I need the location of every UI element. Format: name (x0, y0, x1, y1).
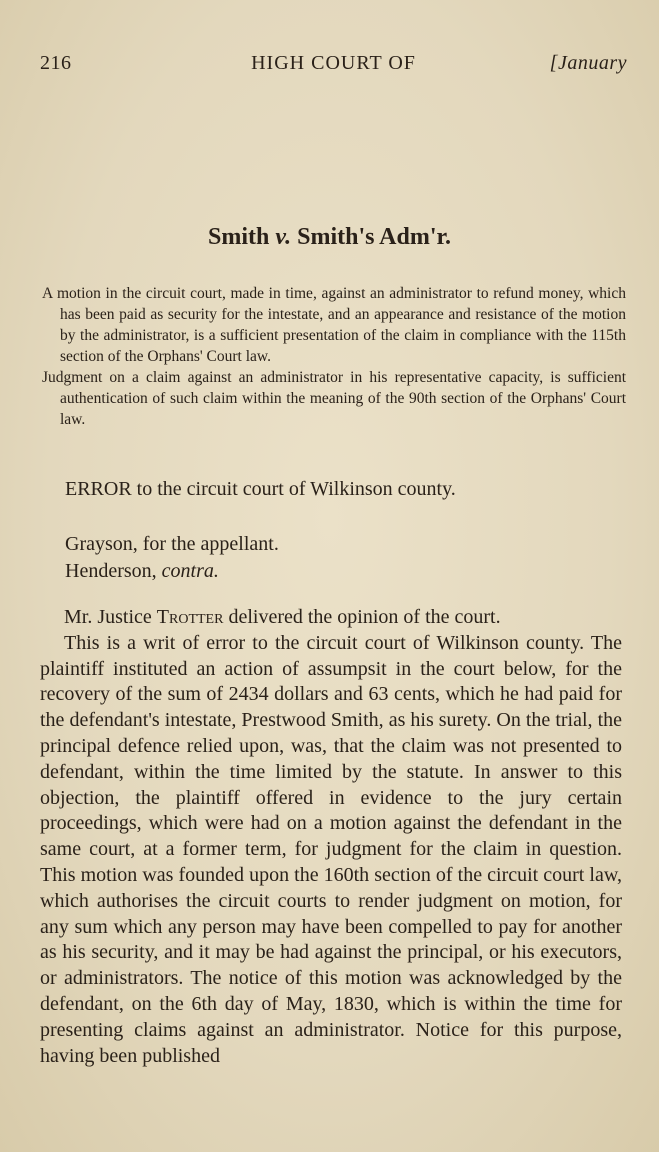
headnotes (42, 283, 626, 430)
case-versus: v. (275, 224, 292, 250)
case-title (0, 224, 659, 251)
justice-name: Trotter (156, 606, 224, 628)
opinion (40, 605, 622, 1069)
headnote-2: Judgment on a claim against an administrator in his representative capacity, is sufficient authentication of such claim within the meaning of the 90th section of the Orphans' Court law. (42, 369, 626, 428)
running-month: [January (549, 52, 627, 74)
counsel-respondent-role: contra. (161, 560, 219, 582)
opinion-body: This is a writ of error to the circuit court of Wilkinson county. The plaintiff instituted an action of assumpsit in the court below, for the recovery of the sum of 2434 dollars and 63 cents, which he had paid for the defendant's intestate, Prestwood Smith, as his surety. On the trial, the principal defence relied upon, was, that the claim was not presented to defendant, within the time limited by the statute. In answer to this objection, the plaintiff offered in evidence to the jury certain proceedings, which were had on a motion against the defendant in the same court, at a former term, for judgment for the claim in question. This motion was founded upon the 160th section of the circuit court law, which authorises the circuit courts to render judgment on motion, for any sum which any person may have been compelled to pay for another as his security, and it may be had against the principal, or his executors, or administrators. The notice of this motion was acknowledged by the defendant, on the 6th day of May, 1830, which is within the time for presenting claims against an administrator. Notice for this purpose, having been published (40, 631, 622, 1067)
counsel-respondent-name: Henderson, (65, 560, 157, 582)
opinion-intro (40, 605, 622, 631)
counsel-block (65, 531, 279, 585)
counsel-appellant: Grayson, for the appellant. (65, 533, 279, 555)
counsel-respondent (65, 558, 279, 585)
headnote-1: A motion in the circuit court, made in time, against an administrator to refund money, which has been paid as security for the intestate, and an appearance and resistance of the motion by the administrator, is a sufficient presentation of the claim in compliance with the 115th section of the Orphans' Court law. (42, 285, 626, 365)
error-line: ERROR to the circuit court of Wilkinson county. (65, 478, 456, 500)
running-title: HIGH COURT OF (251, 52, 416, 74)
case-defendant: Smith's Adm'r. (297, 224, 451, 250)
page-number: 216 (40, 52, 72, 74)
running-head (40, 52, 627, 82)
opinion-intro-after: delivered the opinion of the court. (228, 606, 501, 628)
opinion-intro-before: Mr. Justice (64, 606, 152, 628)
case-plaintiff: Smith (208, 224, 270, 250)
